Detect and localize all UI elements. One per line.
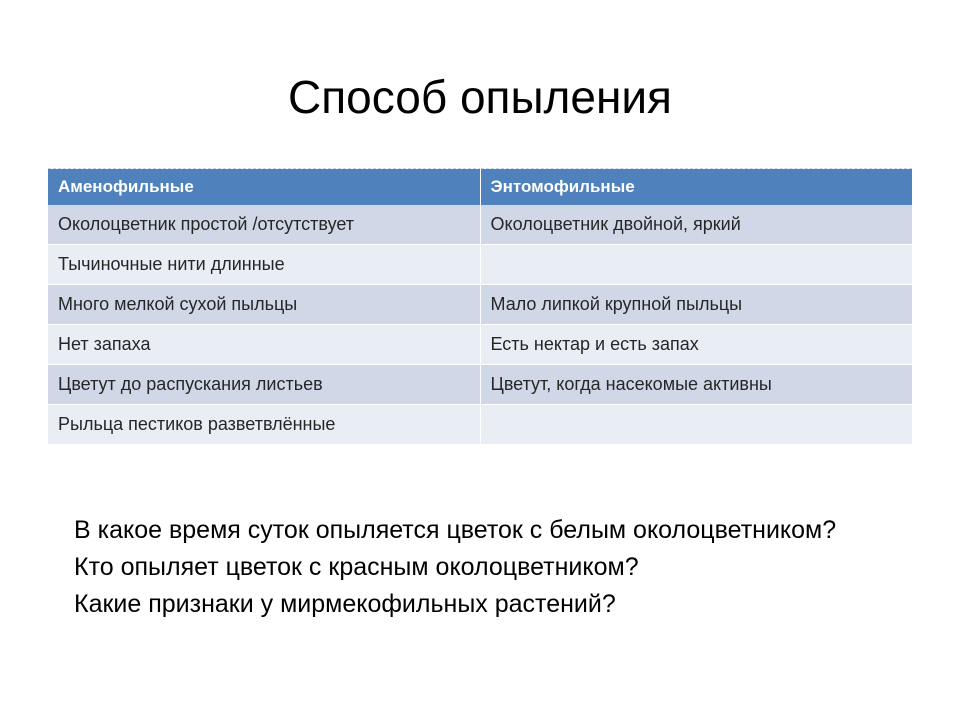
questions-block <box>74 512 894 623</box>
table-cell: Околоцветник простой /отсутствует <box>48 205 480 245</box>
header-entomophilous: Энтомофильные <box>480 169 912 206</box>
table-cell: Цветут, когда насекомые активны <box>480 365 912 405</box>
table-cell: Тычиночные нити длинные <box>48 245 480 285</box>
question-myrmecophilous: Какие признаки у мирмекофильных растений? <box>74 590 616 618</box>
table-row <box>48 285 912 325</box>
table-cell: Рыльца пестиков разветвлённые <box>48 405 480 445</box>
table-row <box>48 245 912 285</box>
table-row <box>48 205 912 245</box>
table-row <box>48 365 912 405</box>
table-row <box>48 325 912 365</box>
table-cell <box>480 245 912 285</box>
slide-title: Способ опыления <box>288 71 672 123</box>
table-cell: Нет запаха <box>48 325 480 365</box>
header-anemophilous: Аменофильные <box>48 169 480 206</box>
table-cell: Околоцветник двойной, яркий <box>480 205 912 245</box>
table-header-row <box>48 169 912 206</box>
table-cell: Много мелкой сухой пыльцы <box>48 285 480 325</box>
question-white-perianth: В какое время суток опыляется цветок с белым околоцветником? <box>74 516 837 544</box>
table-cell: Есть нектар и есть запах <box>480 325 912 365</box>
question-red-perianth: Кто опыляет цветок с красным околоцветником? <box>74 553 639 581</box>
table-cell <box>480 405 912 445</box>
table-header <box>48 169 912 206</box>
pollination-table-container <box>48 168 912 445</box>
pollination-table <box>48 168 912 445</box>
table-cell: Мало липкой крупной пыльцы <box>480 285 912 325</box>
table-row <box>48 405 912 445</box>
table-body <box>48 205 912 445</box>
table-cell: Цветут до распускания листьев <box>48 365 480 405</box>
